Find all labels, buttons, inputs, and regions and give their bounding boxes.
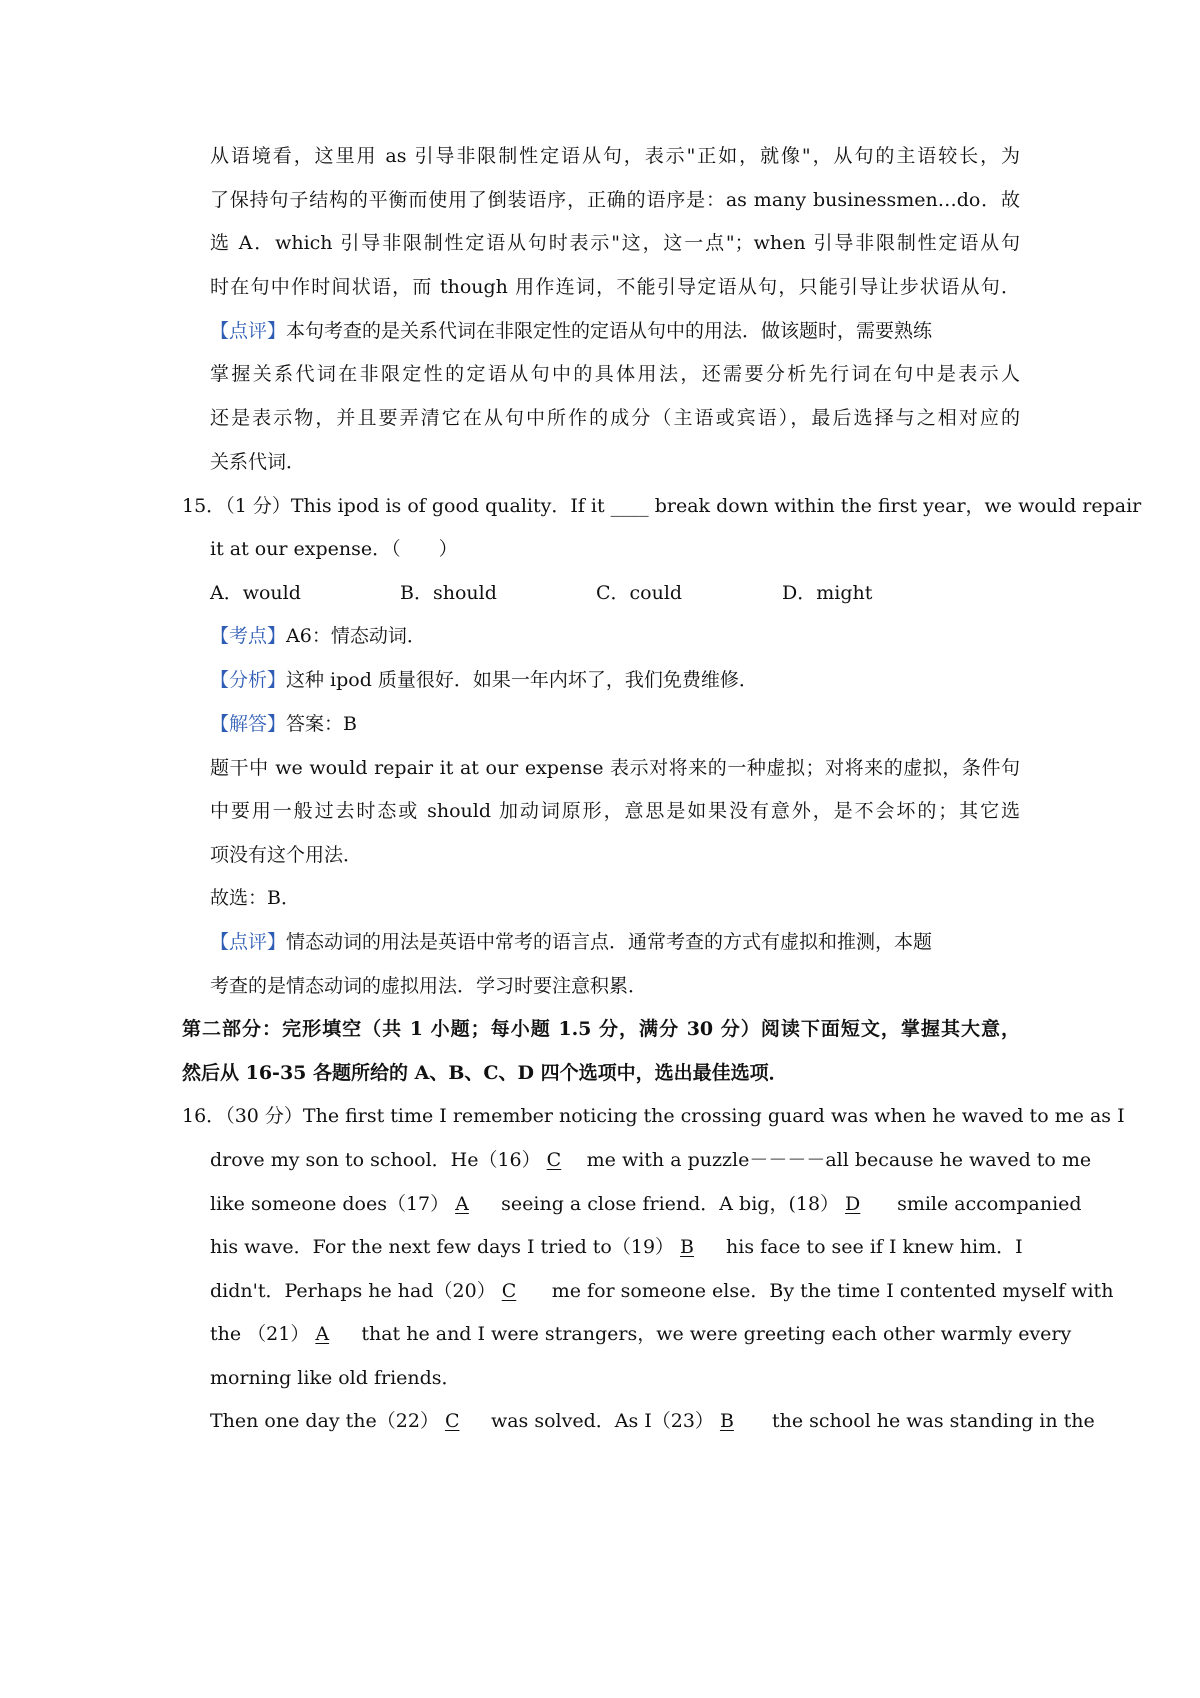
passage-line	[210, 1321, 1072, 1347]
comment-text: 本句考查的是关系代词在非限定性的定语从句中的用法．做该题时，需要熟练	[286, 320, 933, 342]
dianping-line: 考查的是情态动词的虚拟用法．学习时要注意积累．	[210, 975, 648, 997]
jieda-tag: 【解答】	[210, 713, 287, 735]
comment-line: 还是表示物，并且要弄清它在从句中所作的成分（主语或宾语），最后选择与之相对应的	[210, 407, 1020, 429]
passage-line: morning like old friends．	[210, 1367, 461, 1389]
passage-text: like someone does（17）	[210, 1193, 450, 1215]
explanation-line: 题干中 we would repair it at our expense 表示对将来的一种虚拟；对将来的虚拟，条件句	[210, 757, 1020, 779]
dianping-tag: 【点评】	[210, 931, 287, 953]
passage-text: seeing a close friend．A big，(18）	[501, 1193, 840, 1215]
explanation-line: 选 A．which 引导非限制性定语从句时表示"这，这一点"；when 引导非限制性定语从句	[210, 232, 1020, 254]
option-b: B．should	[400, 582, 497, 604]
passage-text: was solved．As I（23）	[490, 1410, 714, 1432]
passage-text: smile accompanied	[891, 1193, 1082, 1215]
fenxi-text: 这种 ipod 质量很好．如果一年内坏了，我们免费维修．	[286, 669, 758, 691]
answer-blank-22: C	[444, 1410, 460, 1432]
option-d: D．might	[782, 582, 873, 604]
dianping	[210, 929, 932, 955]
explanation-line: 时在句中作时间状语，而 though 用作连词，不能引导定语从句，只能引导让步状语从句．	[210, 276, 1020, 298]
kaodian-tag: 【考点】	[210, 625, 287, 647]
answer-blank-16: C	[546, 1149, 562, 1171]
answer-choice: 故选：B．	[210, 887, 300, 909]
jieda	[210, 711, 357, 737]
question-15-options	[210, 580, 872, 606]
question-15-stem	[182, 493, 1142, 519]
passage-text: his face to see if I knew him．I	[726, 1236, 1023, 1258]
question-score: （1 分）	[225, 495, 291, 517]
passage-line	[210, 1278, 1114, 1304]
section-heading: 第二部分：完形填空（共 1 小题；每小题 1.5 分，满分 30 分）阅读下面短文，掌握其大意，	[182, 1018, 1020, 1040]
comment-tag: 【点评】	[210, 320, 287, 342]
passage-text: me for someone else．By the time I contented myself with	[545, 1280, 1114, 1302]
fenxi-tag: 【分析】	[210, 669, 287, 691]
question-16-line	[182, 1103, 1125, 1129]
question-15-stem-line2: it at our expense．（ ）	[210, 538, 458, 560]
answer-blank-23: B	[719, 1410, 734, 1432]
passage-text: drove my son to school．He（16）	[210, 1149, 541, 1171]
passage-line	[210, 1234, 1023, 1260]
answer-blank-18: D	[845, 1193, 861, 1215]
question-number: 16．	[182, 1105, 226, 1127]
passage-line	[210, 1408, 1095, 1434]
explanation-line: 了保持句子结构的平衡而使用了倒装语序，正确的语序是：as many businessmen…do．故	[210, 189, 1020, 211]
answer-blank-21: A	[315, 1323, 330, 1345]
answer-blank-17: A	[455, 1193, 469, 1215]
question-score: （30 分）	[225, 1105, 303, 1127]
passage-text: didn't．Perhaps he had（20）	[210, 1280, 496, 1302]
comment-line: 掌握关系代词在非限定性的定语从句中的具体用法，还需要分析先行词在句中是表示人	[210, 363, 1020, 385]
passage-text: that he and I were strangers，we were greeting each other warmly every	[361, 1323, 1072, 1345]
option-c: C．could	[596, 582, 683, 604]
answer-blank-20: C	[501, 1280, 517, 1302]
kaodian-text: A6：情态动词．	[286, 625, 426, 647]
jieda-text: 答案：B	[286, 713, 357, 735]
passage-text: the school he was standing in the	[765, 1410, 1095, 1432]
option-a: A．would	[210, 582, 301, 604]
explanation-line: 中要用一般过去时态或 should 加动词原形，意思是如果没有意外，是不会坏的；其它选	[210, 800, 1020, 822]
section-heading-line2: 然后从 16-35 各题所给的 A、B、C、D 四个选项中，选出最佳选项．	[182, 1062, 788, 1084]
comment-paragraph	[210, 318, 932, 344]
kaodian	[210, 623, 426, 649]
explanation-line: 从语境看，这里用 as 引导非限制性定语从句，表示"正如，就像"，从句的主语较长，为	[210, 145, 1020, 167]
passage-text: the （21）	[210, 1323, 310, 1345]
passage-line	[210, 1191, 1082, 1217]
passage-text: Then one day the（22）	[210, 1410, 439, 1432]
question-text: This ipod is of good quality．If it ____ break down within the first year，we would repair	[290, 495, 1142, 517]
passage-text: me with a puzzle－－－－all because he waved to me	[586, 1149, 1092, 1171]
explanation-line: 项没有这个用法．	[210, 844, 363, 866]
dianping-text: 情态动词的用法是英语中常考的语言点．通常考查的方式有虚拟和推测，本题	[286, 931, 933, 953]
question-number: 15．	[182, 495, 226, 517]
comment-line: 关系代词．	[210, 451, 306, 473]
fenxi	[210, 667, 758, 693]
passage-line	[210, 1147, 1092, 1173]
passage-text: The first time I remember noticing the crossing guard was when he waved to me as I	[302, 1105, 1125, 1127]
answer-blank-19: B	[680, 1236, 695, 1258]
passage-text: his wave．For the next few days I tried to（19）	[210, 1236, 675, 1258]
